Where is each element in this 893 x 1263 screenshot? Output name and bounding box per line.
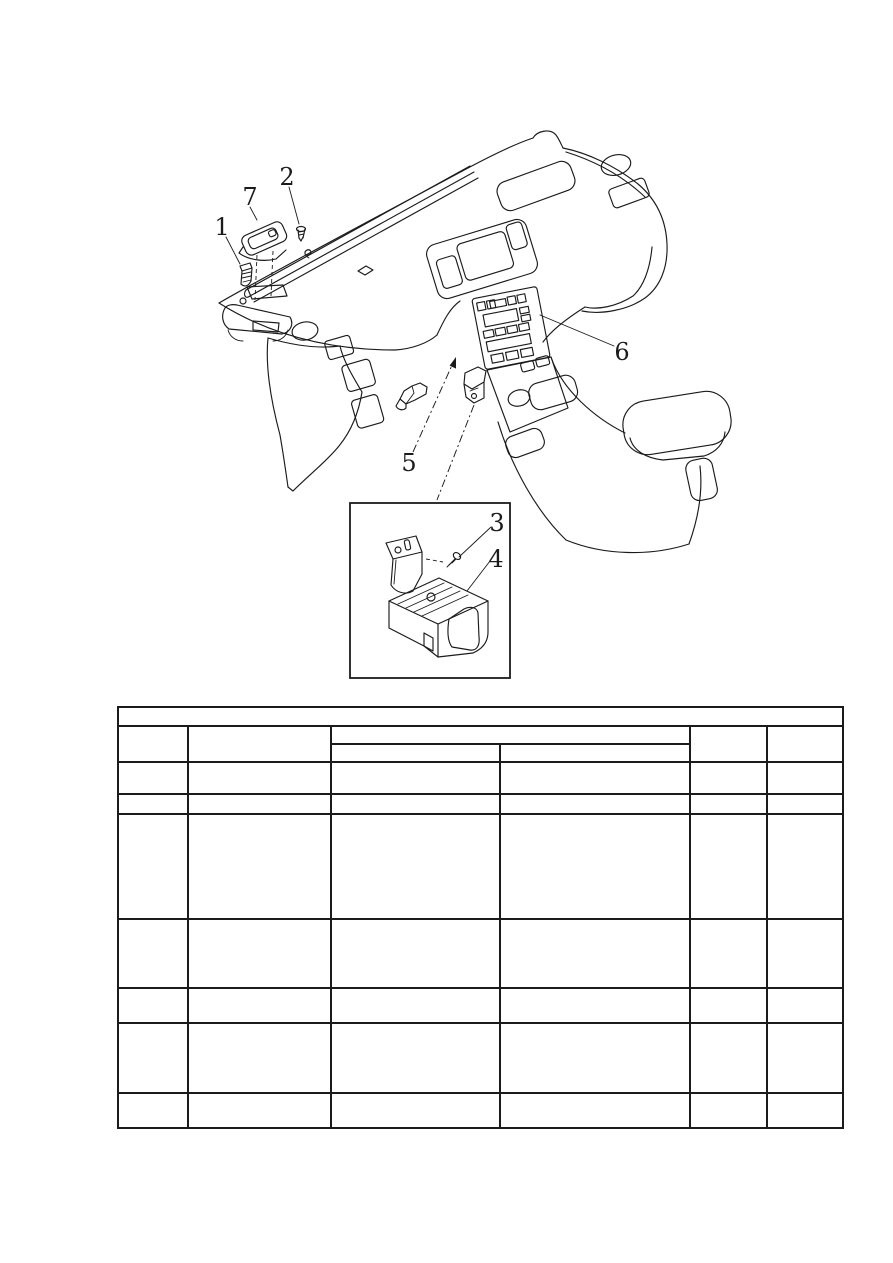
leader-2 [289,187,299,224]
table-cell [118,1023,188,1093]
callout-4: 4 [488,545,504,573]
table-cell [188,1023,331,1093]
leader-6 [540,315,614,346]
leader-5 [413,363,453,452]
leader-inset [437,405,474,500]
table-row [118,762,843,794]
table-cell [118,794,188,814]
part-3-screw [447,551,462,567]
table-cell [767,762,843,794]
table-cell [690,1023,767,1093]
table-cell [118,1093,188,1128]
screw-3-alignment-line [426,559,443,562]
callout-7: 7 [242,183,258,211]
cluster-hood-line [437,301,460,335]
callout-6: 6 [614,338,630,366]
table-cell [690,762,767,794]
table-cell [767,988,843,1023]
table-cell [500,1093,690,1128]
table-cell [767,919,843,988]
dash-top-vents [358,151,650,275]
part-2-screw [297,227,306,242]
knee-bolster-panel [267,320,384,491]
table-cell [188,794,331,814]
table-cell [500,744,690,762]
table-row [118,1023,843,1093]
table-cell [118,707,843,726]
part-1-clip [240,263,252,286]
leader-lines [226,187,614,591]
callout-3: 3 [489,509,505,537]
center-console [487,355,701,552]
table-cell [188,726,331,762]
leader-3 [459,527,491,557]
leader-1 [226,237,240,264]
inset-detail-box [350,503,510,678]
table-cell [500,1023,690,1093]
table-cell [331,794,500,814]
inset-border [350,503,510,678]
table-cell [690,794,767,814]
callouts [214,163,629,573]
table-cell [118,919,188,988]
callout-5: 5 [401,449,417,477]
part-ashtray-bracket-small [464,367,486,403]
table-row [118,919,843,988]
leader-5-arrowhead [450,357,456,369]
table-cell [500,762,690,794]
table-row [118,1093,843,1128]
table-cell [690,1093,767,1128]
callout-1: 1 [214,213,230,241]
table-cell [118,726,188,762]
table-row [118,794,843,814]
table-cell [331,726,690,744]
table-cell [767,814,843,919]
table-title-row [118,707,843,726]
table-cell [331,1023,500,1093]
table-cell [500,794,690,814]
table-cell [690,726,767,762]
table-cell [188,919,331,988]
table-row [118,988,843,1023]
table-cell [500,988,690,1023]
table-cell [188,1093,331,1128]
table-row [118,814,843,919]
table-cell [188,988,331,1023]
table-cell [767,1093,843,1128]
table-cell [690,919,767,988]
part-mounting-bracket [386,536,422,593]
table-cell [331,919,500,988]
table-cell [188,814,331,919]
table-cell [767,794,843,814]
table-cell [331,744,500,762]
table-cell [331,762,500,794]
table-cell [331,1093,500,1128]
leader-4 [467,561,490,591]
table-cell [690,814,767,919]
table-cell [690,988,767,1023]
table-cell [188,762,331,794]
instrument-cluster [424,217,540,301]
table-cell [500,814,690,919]
table-cell [331,988,500,1023]
table-cell [767,726,843,762]
part-5-lever-bracket [396,383,427,410]
callout-2: 2 [279,163,295,191]
parts-table [117,706,844,1129]
table-cell [767,1023,843,1093]
armrest [619,388,734,502]
table-cell [118,762,188,794]
table-cell [500,919,690,988]
table-header-row [118,726,843,744]
part-4-ashtray-box [389,578,488,657]
table-cell [118,988,188,1023]
table-cell [331,814,500,919]
center-stack [472,286,551,369]
table-cell [118,814,188,919]
